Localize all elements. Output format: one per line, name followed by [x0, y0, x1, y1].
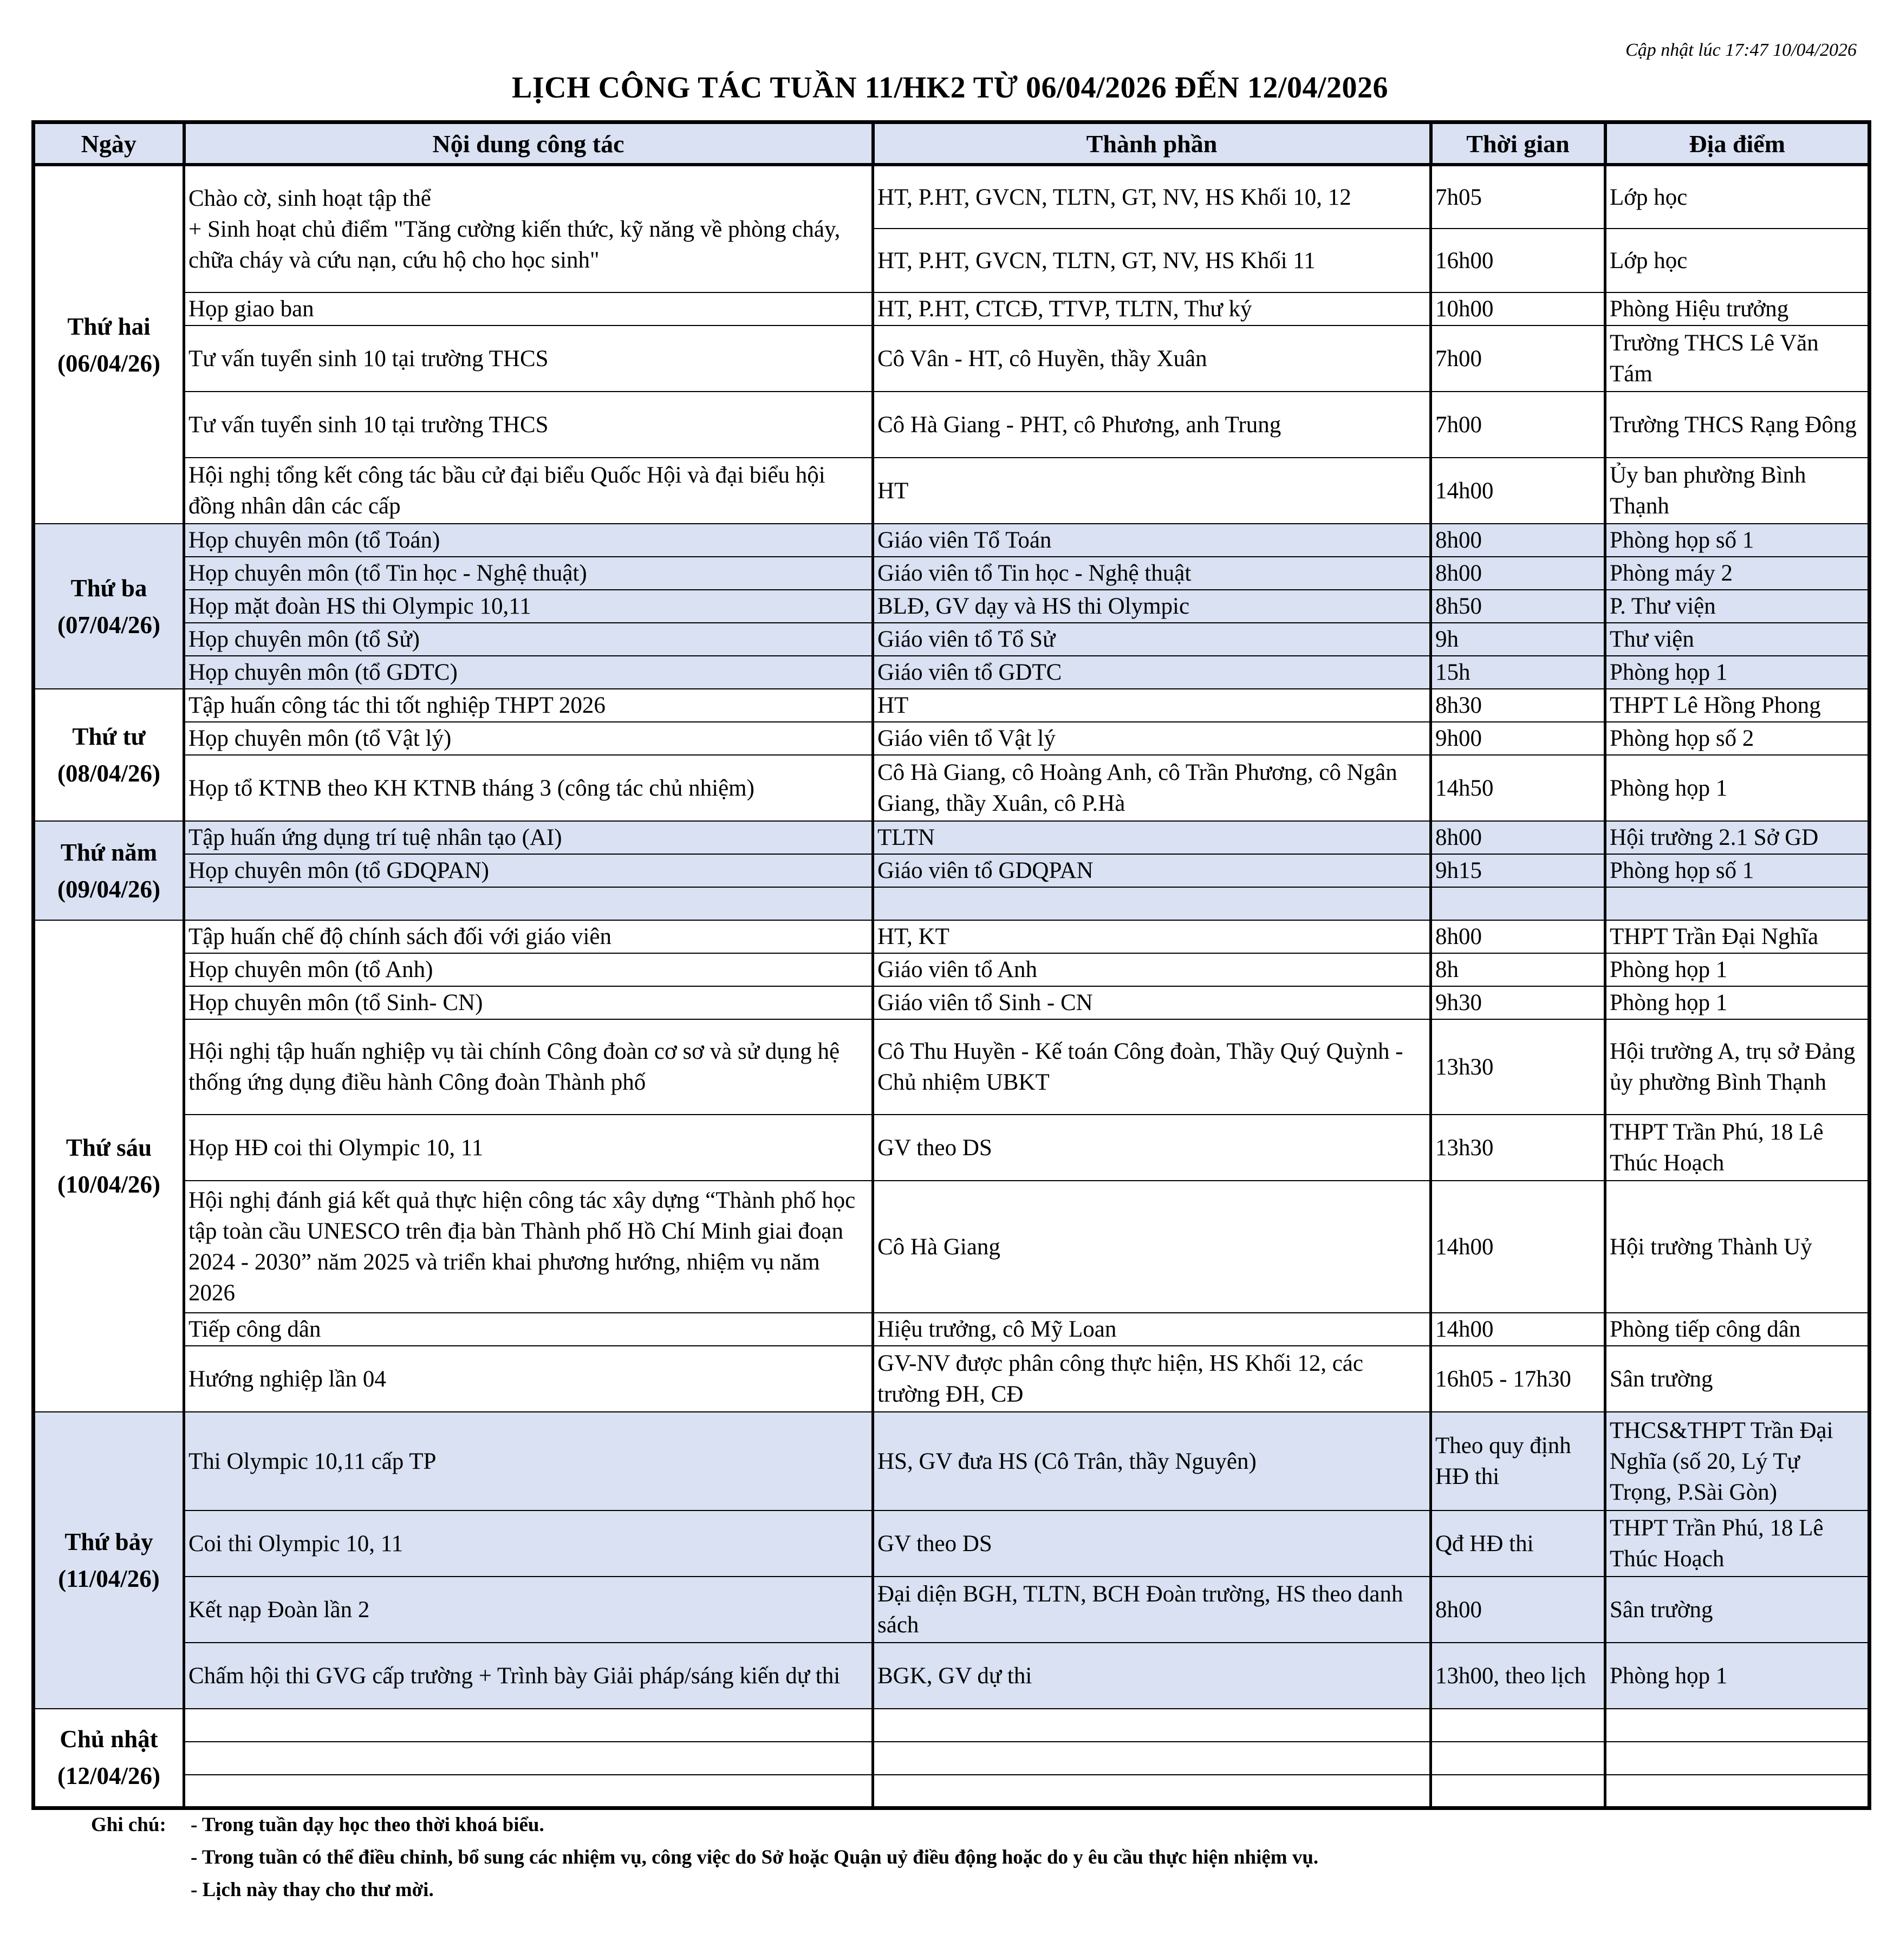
people-cell: Hiệu trưởng, cô Mỹ Loan: [873, 1313, 1431, 1346]
day-group: [34, 920, 1870, 1412]
place-cell: [1605, 1775, 1870, 1808]
day-date: (11/04/26): [58, 1565, 160, 1592]
content-cell: Hội nghị tổng kết công tác bầu cử đại biểu Quốc Hội và đại biểu hội đồng nhân dân các cấp: [184, 458, 873, 524]
note-line: - Lịch này thay cho thư mời.: [191, 1879, 434, 1901]
table-row: [34, 1577, 1870, 1643]
place-cell: Sân trường: [1605, 1346, 1870, 1412]
table-row: [34, 524, 1870, 557]
people-cell: Giáo viên tổ Tin học - Nghệ thuật: [873, 557, 1431, 590]
time-cell: 14h50: [1431, 755, 1605, 821]
table-row: [34, 887, 1870, 920]
table-row: [34, 1181, 1870, 1313]
schedule-table: [31, 120, 1871, 1810]
table-row: [34, 1346, 1870, 1412]
people-cell: Giáo viên tổ Tổ Sử: [873, 623, 1431, 656]
col-header-place: Địa điểm: [1605, 122, 1870, 165]
time-cell: 8h00: [1431, 524, 1605, 557]
people-cell: Giáo viên Tổ Toán: [873, 524, 1431, 557]
day-name: Thứ hai: [67, 312, 151, 340]
table-row: [34, 953, 1870, 986]
content-cell: Hướng nghiệp lần 04: [184, 1346, 873, 1412]
time-cell: 10h00: [1431, 292, 1605, 325]
place-cell: Phòng họp 1: [1605, 755, 1870, 821]
time-cell: 8h00: [1431, 920, 1605, 953]
time-cell: [1431, 1709, 1605, 1742]
day-group: [34, 1412, 1870, 1709]
day-group: [34, 524, 1870, 689]
page-title: LỊCH CÔNG TÁC TUẦN 11/HK2 TỪ 06/04/2026 ĐẾN 12/04/2026: [512, 71, 1388, 105]
day-group: [34, 165, 1870, 524]
table-row: [34, 755, 1870, 821]
content-cell: Thi Olympic 10,11 cấp TP: [184, 1412, 873, 1510]
time-cell: 13h00, theo lịch: [1431, 1643, 1605, 1709]
table-row: [34, 1019, 1870, 1115]
day-date: (12/04/26): [57, 1762, 160, 1790]
day-cell: [34, 165, 184, 524]
place-cell: Phòng họp 1: [1605, 986, 1870, 1019]
place-cell: Phòng tiếp công dân: [1605, 1313, 1870, 1346]
table-row: [34, 392, 1870, 458]
day-cell: [34, 524, 184, 689]
content-cell: Coi thi Olympic 10, 11: [184, 1510, 873, 1577]
content-cell: [184, 887, 873, 920]
people-cell: Giáo viên tổ Sinh - CN: [873, 986, 1431, 1019]
table-row: [34, 590, 1870, 623]
time-cell: 7h00: [1431, 392, 1605, 458]
table-row: [34, 689, 1870, 722]
place-cell: Hội trường Thành Uỷ: [1605, 1181, 1870, 1313]
time-cell: 13h30: [1431, 1115, 1605, 1181]
people-cell: GV theo DS: [873, 1510, 1431, 1577]
people-cell: [873, 1709, 1431, 1742]
day-group: [34, 689, 1870, 821]
place-cell: [1605, 1742, 1870, 1775]
table-row: [34, 165, 1870, 229]
day-cell: [34, 920, 184, 1412]
people-cell: Cô Vân - HT, cô Huyền, thầy Xuân: [873, 325, 1431, 392]
time-cell: 16h05 - 17h30: [1431, 1346, 1605, 1412]
table-row: [34, 656, 1870, 689]
time-cell: 8h00: [1431, 1577, 1605, 1643]
people-cell: HT: [873, 689, 1431, 722]
people-cell: HT, P.HT, CTCĐ, TTVP, TLTN, Thư ký: [873, 292, 1431, 325]
day-cell: [34, 689, 184, 821]
day-name: Chủ nhật: [60, 1725, 158, 1753]
place-cell: THPT Trần Đại Nghĩa: [1605, 920, 1870, 953]
place-cell: Phòng họp số 1: [1605, 854, 1870, 887]
place-cell: Lớp học: [1605, 229, 1870, 292]
time-cell: Qđ HĐ thi: [1431, 1510, 1605, 1577]
place-cell: Trường THCS Lê Văn Tám: [1605, 325, 1870, 392]
content-cell: [184, 1742, 873, 1775]
day-name: Thứ năm: [60, 838, 158, 866]
content-cell: Họp chuyên môn (tổ Sử): [184, 623, 873, 656]
time-cell: 13h30: [1431, 1019, 1605, 1115]
place-cell: Phòng Hiệu trưởng: [1605, 292, 1870, 325]
day-cell: [34, 1412, 184, 1709]
day-name: Thứ ba: [70, 574, 147, 602]
day-name: Thứ tư: [72, 723, 146, 750]
day-date: (09/04/26): [57, 875, 160, 903]
place-cell: Phòng họp số 1: [1605, 524, 1870, 557]
table-row: [34, 458, 1870, 524]
table-row: [34, 1775, 1870, 1808]
place-cell: THPT Trần Phú, 18 Lê Thúc Hoạch: [1605, 1115, 1870, 1181]
people-cell: Cô Hà Giang, cô Hoàng Anh, cô Trần Phương, cô Ngân Giang, thầy Xuân, cô P.Hà: [873, 755, 1431, 821]
time-cell: 14h00: [1431, 1181, 1605, 1313]
table-row: [34, 920, 1870, 953]
time-cell: 8h00: [1431, 557, 1605, 590]
notes-label: Ghi chú:: [91, 1814, 166, 1836]
time-cell: 9h30: [1431, 986, 1605, 1019]
content-cell: Họp chuyên môn (tổ Toán): [184, 524, 873, 557]
content-cell: [184, 1709, 873, 1742]
day-date: (08/04/26): [57, 760, 160, 787]
place-cell: Hội trường A, trụ sở Đảng ủy phường Bình Thạnh: [1605, 1019, 1870, 1115]
people-cell: HS, GV đưa HS (Cô Trân, thầy Nguyên): [873, 1412, 1431, 1510]
content-cell: Tiếp công dân: [184, 1313, 873, 1346]
content-cell: Họp chuyên môn (tổ Tin học - Nghệ thuật): [184, 557, 873, 590]
table-row: [34, 986, 1870, 1019]
time-cell: 7h00: [1431, 325, 1605, 392]
people-cell: GV-NV được phân công thực hiện, HS Khối 12, các trường ĐH, CĐ: [873, 1346, 1431, 1412]
time-cell: [1431, 887, 1605, 920]
day-date: (10/04/26): [57, 1171, 160, 1198]
time-cell: 7h05: [1431, 165, 1605, 229]
day-cell: [34, 1709, 184, 1808]
people-cell: Cô Hà Giang: [873, 1181, 1431, 1313]
people-cell: HT, P.HT, GVCN, TLTN, GT, NV, HS Khối 11: [873, 229, 1431, 292]
content-cell: Tư vấn tuyển sinh 10 tại trường THCS: [184, 392, 873, 458]
people-cell: BLĐ, GV dạy và HS thi Olympic: [873, 590, 1431, 623]
people-cell: GV theo DS: [873, 1115, 1431, 1181]
place-cell: Phòng máy 2: [1605, 557, 1870, 590]
place-cell: Thư viện: [1605, 623, 1870, 656]
table-row: [34, 1510, 1870, 1577]
day-date: (07/04/26): [57, 611, 160, 639]
people-cell: Cô Thu Huyền - Kế toán Công đoàn, Thầy Quý Quỳnh - Chủ nhiệm UBKT: [873, 1019, 1431, 1115]
place-cell: Hội trường 2.1 Sở GD: [1605, 821, 1870, 854]
col-header-day: Ngày: [34, 122, 184, 165]
time-cell: 16h00: [1431, 229, 1605, 292]
time-cell: 9h00: [1431, 722, 1605, 755]
note-line: - Trong tuần dạy học theo thời khoá biểu.: [191, 1814, 544, 1836]
content-cell: Họp chuyên môn (tổ GDTC): [184, 656, 873, 689]
people-cell: TLTN: [873, 821, 1431, 854]
time-cell: Theo quy định HĐ thi: [1431, 1412, 1605, 1510]
col-header-people: Thành phần: [873, 122, 1431, 165]
note-line: - Trong tuần có thể điều chỉnh, bổ sung các nhiệm vụ, công việc do Sở hoặc Quận uỷ điều động hoặc do y êu cầu thực hiện nhiệm vụ.: [191, 1846, 1319, 1868]
content-cell: Họp chuyên môn (tổ Anh): [184, 953, 873, 986]
table-row: [34, 854, 1870, 887]
place-cell: Phòng họp 1: [1605, 656, 1870, 689]
time-cell: 9h15: [1431, 854, 1605, 887]
day-group: [34, 1709, 1870, 1808]
time-cell: 8h50: [1431, 590, 1605, 623]
table-row: [34, 325, 1870, 392]
time-cell: 14h00: [1431, 458, 1605, 524]
content-cell: [184, 1775, 873, 1808]
time-cell: 9h: [1431, 623, 1605, 656]
table-row: [34, 1313, 1870, 1346]
time-cell: 8h00: [1431, 821, 1605, 854]
people-cell: HT, P.HT, GVCN, TLTN, GT, NV, HS Khối 10, 12: [873, 165, 1431, 229]
last-updated-text: Cập nhật lúc 17:47 10/04/2026: [1625, 40, 1857, 60]
people-cell: [873, 1742, 1431, 1775]
table-header: [34, 122, 1870, 165]
place-cell: Phòng họp 1: [1605, 1643, 1870, 1709]
people-cell: Giáo viên tổ Anh: [873, 953, 1431, 986]
table-row: [34, 1709, 1870, 1742]
people-cell: Giáo viên tổ GDQPAN: [873, 854, 1431, 887]
place-cell: THPT Lê Hồng Phong: [1605, 689, 1870, 722]
place-cell: Trường THCS Rạng Đông: [1605, 392, 1870, 458]
people-cell: HT: [873, 458, 1431, 524]
table-row: [34, 1412, 1870, 1510]
time-cell: 14h00: [1431, 1313, 1605, 1346]
content-cell: Họp mặt đoàn HS thi Olympic 10,11: [184, 590, 873, 623]
time-cell: 15h: [1431, 656, 1605, 689]
content-cell: Họp chuyên môn (tổ GDQPAN): [184, 854, 873, 887]
table-row: [34, 292, 1870, 325]
day-name: Thứ sáu: [66, 1134, 152, 1161]
header-row: [34, 122, 1870, 165]
time-cell: [1431, 1775, 1605, 1808]
day-date: (06/04/26): [57, 349, 160, 377]
content-cell: Tập huấn chế độ chính sách đối với giáo viên: [184, 920, 873, 953]
table-row: [34, 557, 1870, 590]
people-cell: Giáo viên tổ GDTC: [873, 656, 1431, 689]
place-cell: THCS&THPT Trần Đại Nghĩa (số 20, Lý Tự Trọng, P.Sài Gòn): [1605, 1412, 1870, 1510]
place-cell: THPT Trần Phú, 18 Lê Thúc Hoạch: [1605, 1510, 1870, 1577]
content-cell: Họp chuyên môn (tổ Vật lý): [184, 722, 873, 755]
time-cell: 8h30: [1431, 689, 1605, 722]
table-row: [34, 821, 1870, 854]
day-cell: [34, 821, 184, 920]
place-cell: Ủy ban phường Bình Thạnh: [1605, 458, 1870, 524]
place-cell: Phòng họp số 2: [1605, 722, 1870, 755]
col-header-content: Nội dung công tác: [184, 122, 873, 165]
content-cell: Họp tổ KTNB theo KH KTNB tháng 3 (công tác chủ nhiệm): [184, 755, 873, 821]
content-cell: Tập huấn công tác thi tốt nghiệp THPT 2026: [184, 689, 873, 722]
people-cell: Giáo viên tổ Vật lý: [873, 722, 1431, 755]
place-cell: [1605, 887, 1870, 920]
table-row: [34, 1115, 1870, 1181]
people-cell: HT, KT: [873, 920, 1431, 953]
people-cell: BGK, GV dự thi: [873, 1643, 1431, 1709]
content-cell: Hội nghị tập huấn nghiệp vụ tài chính Công đoàn cơ sơ và sử dụng hệ thống ứng dụng điều hành Công đoàn Thành phố: [184, 1019, 873, 1115]
time-cell: 8h: [1431, 953, 1605, 986]
table-row: [34, 1742, 1870, 1775]
content-cell: Họp chuyên môn (tổ Sinh- CN): [184, 986, 873, 1019]
place-cell: Phòng họp 1: [1605, 953, 1870, 986]
people-cell: Cô Hà Giang - PHT, cô Phương, anh Trung: [873, 392, 1431, 458]
col-header-time: Thời gian: [1431, 122, 1605, 165]
place-cell: P. Thư viện: [1605, 590, 1870, 623]
table-row: [34, 623, 1870, 656]
content-cell: Kết nạp Đoàn lần 2: [184, 1577, 873, 1643]
content-cell: Tập huấn ứng dụng trí tuệ nhân tạo (AI): [184, 821, 873, 854]
content-cell: Tư vấn tuyển sinh 10 tại trường THCS: [184, 325, 873, 392]
people-cell: Đại diện BGH, TLTN, BCH Đoàn trường, HS theo danh sách: [873, 1577, 1431, 1643]
place-cell: Lớp học: [1605, 165, 1870, 229]
content-cell: Chấm hội thi GVG cấp trường + Trình bày Giải pháp/sáng kiến dự thi: [184, 1643, 873, 1709]
day-name: Thứ bảy: [64, 1528, 153, 1555]
people-cell: [873, 887, 1431, 920]
content-cell: Họp giao ban: [184, 292, 873, 325]
content-cell: Chào cờ, sinh hoạt tập thể + Sinh hoạt chủ điểm "Tăng cường kiến thức, kỹ năng về phòng cháy, chữa cháy và cứu nạn, cứu hộ cho học sinh": [184, 165, 873, 292]
place-cell: [1605, 1709, 1870, 1742]
content-cell: Họp HĐ coi thi Olympic 10, 11: [184, 1115, 873, 1181]
table-row: [34, 1643, 1870, 1709]
people-cell: [873, 1775, 1431, 1808]
table-row: [34, 722, 1870, 755]
time-cell: [1431, 1742, 1605, 1775]
content-cell: Hội nghị đánh giá kết quả thực hiện công tác xây dựng “Thành phố học tập toàn cầu UNESCO trên địa bàn Thành phố Hồ Chí Minh giai đoạn 2024 - 2030” năm 2025 và triển khai phương hướng, nhiệm vụ năm 2026: [184, 1181, 873, 1313]
place-cell: Sân trường: [1605, 1577, 1870, 1643]
day-group: [34, 821, 1870, 920]
